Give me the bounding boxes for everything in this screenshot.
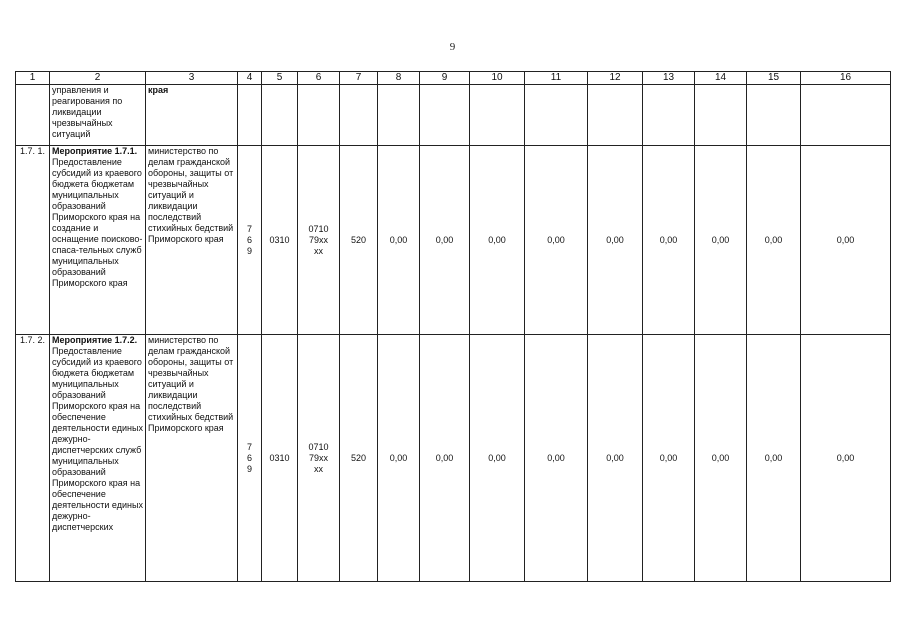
value-cell: 0,00 [695,335,747,582]
column-header: 8 [378,72,420,85]
grbs-digit: 7 [246,223,252,234]
value-cell: 0,00 [588,335,643,582]
row-number: 1.7. 1. [16,146,50,335]
table-row [16,146,891,335]
table-cell [801,85,891,146]
vr-code: 520 [340,335,378,582]
grbs-digit: 9 [246,463,252,474]
column-header: 16 [801,72,891,85]
column-header: 11 [525,72,588,85]
value-cell: 0,00 [588,146,643,335]
csr-part: 0710 [308,441,329,452]
value-cell: 0,00 [801,335,891,582]
table-header-row [16,72,891,85]
value-cell: 0,00 [643,335,695,582]
column-header: 12 [588,72,643,85]
column-header: 7 [340,72,378,85]
row-number: 1.7. 2. [16,335,50,582]
table-cell [340,85,378,146]
value-cell: 0,00 [747,335,801,582]
value-cell: 0,00 [525,335,588,582]
value-cell: 0,00 [470,146,525,335]
budget-table [15,71,891,582]
grbs-code [238,335,262,582]
page-number: 9 [449,41,456,53]
table-cell [695,85,747,146]
column-header: 13 [643,72,695,85]
csr-part: 0710 [308,223,329,234]
value-cell: 0,00 [525,146,588,335]
table-cell [378,85,420,146]
grbs-digit: 6 [246,452,252,463]
grbs-code [238,146,262,335]
table-cell [470,85,525,146]
rzpr-code: 0310 [262,146,298,335]
value-cell: 0,00 [420,335,470,582]
column-header: 10 [470,72,525,85]
table-cell [588,85,643,146]
column-header: 4 [238,72,262,85]
grbs-digit: 6 [246,234,252,245]
grbs-digit: 9 [246,245,252,256]
rzpr-code: 0310 [262,335,298,582]
value-cell: 0,00 [643,146,695,335]
table-cell [238,85,262,146]
value-cell: 0,00 [747,146,801,335]
column-header: 2 [50,72,146,85]
table-row-continuation [16,85,891,146]
column-header: 14 [695,72,747,85]
value-cell: 0,00 [695,146,747,335]
table-cell [262,85,298,146]
csr-code [298,335,340,582]
value-cell: 0,00 [801,146,891,335]
measure-cell [50,146,146,335]
csr-code [298,146,340,335]
executor-cell: министерство по делам гражданской обороны, защиты от чрезвычайных ситуаций и ликвидации последствий стихийных бедствий Приморского края [146,335,238,582]
vr-code: 520 [340,146,378,335]
table-row [16,335,891,582]
table-cell [298,85,340,146]
value-cell: 0,00 [470,335,525,582]
table-cell [643,85,695,146]
continued-description: управления и реагирования по ликвидации чрезвычайных ситуаций [50,85,146,146]
measure-description: Предоставление субсидий из краевого бюджета бюджетам муниципальных образований Приморского края на обеспечение деятельности единых дежурно-диспетчерских служб муниципальных образований Приморского края на обеспечение деятельности единых дежурно-диспетчерских [52,346,143,532]
executor-cell: министерство по делам гражданской обороны, защиты от чрезвычайных ситуаций и ликвидации последствий стихийных бедствий Приморского края [146,146,238,335]
column-header: 5 [262,72,298,85]
column-header: 1 [16,72,50,85]
value-cell: 0,00 [378,146,420,335]
csr-part: 79хх [308,234,328,245]
continued-executor: края [146,85,238,146]
column-header: 15 [747,72,801,85]
measure-cell [50,335,146,582]
table-cell [747,85,801,146]
csr-part: 79хх [308,452,328,463]
csr-part: хх [314,245,323,256]
measure-title: Мероприятие 1.7.2. [52,335,138,345]
table-cell [16,85,50,146]
grbs-digit: 7 [246,441,252,452]
value-cell: 0,00 [420,146,470,335]
measure-title: Мероприятие 1.7.1. [52,146,138,156]
column-header: 3 [146,72,238,85]
measure-description: Предоставление субсидий из краевого бюджета бюджетам муниципальных образований Приморского края на создание и оснащение поисково-спаса-тельных служб муниципальных образований Приморского края [52,157,143,288]
table-cell [420,85,470,146]
value-cell: 0,00 [378,335,420,582]
column-header: 9 [420,72,470,85]
table-cell [525,85,588,146]
csr-part: хх [314,463,323,474]
column-header: 6 [298,72,340,85]
